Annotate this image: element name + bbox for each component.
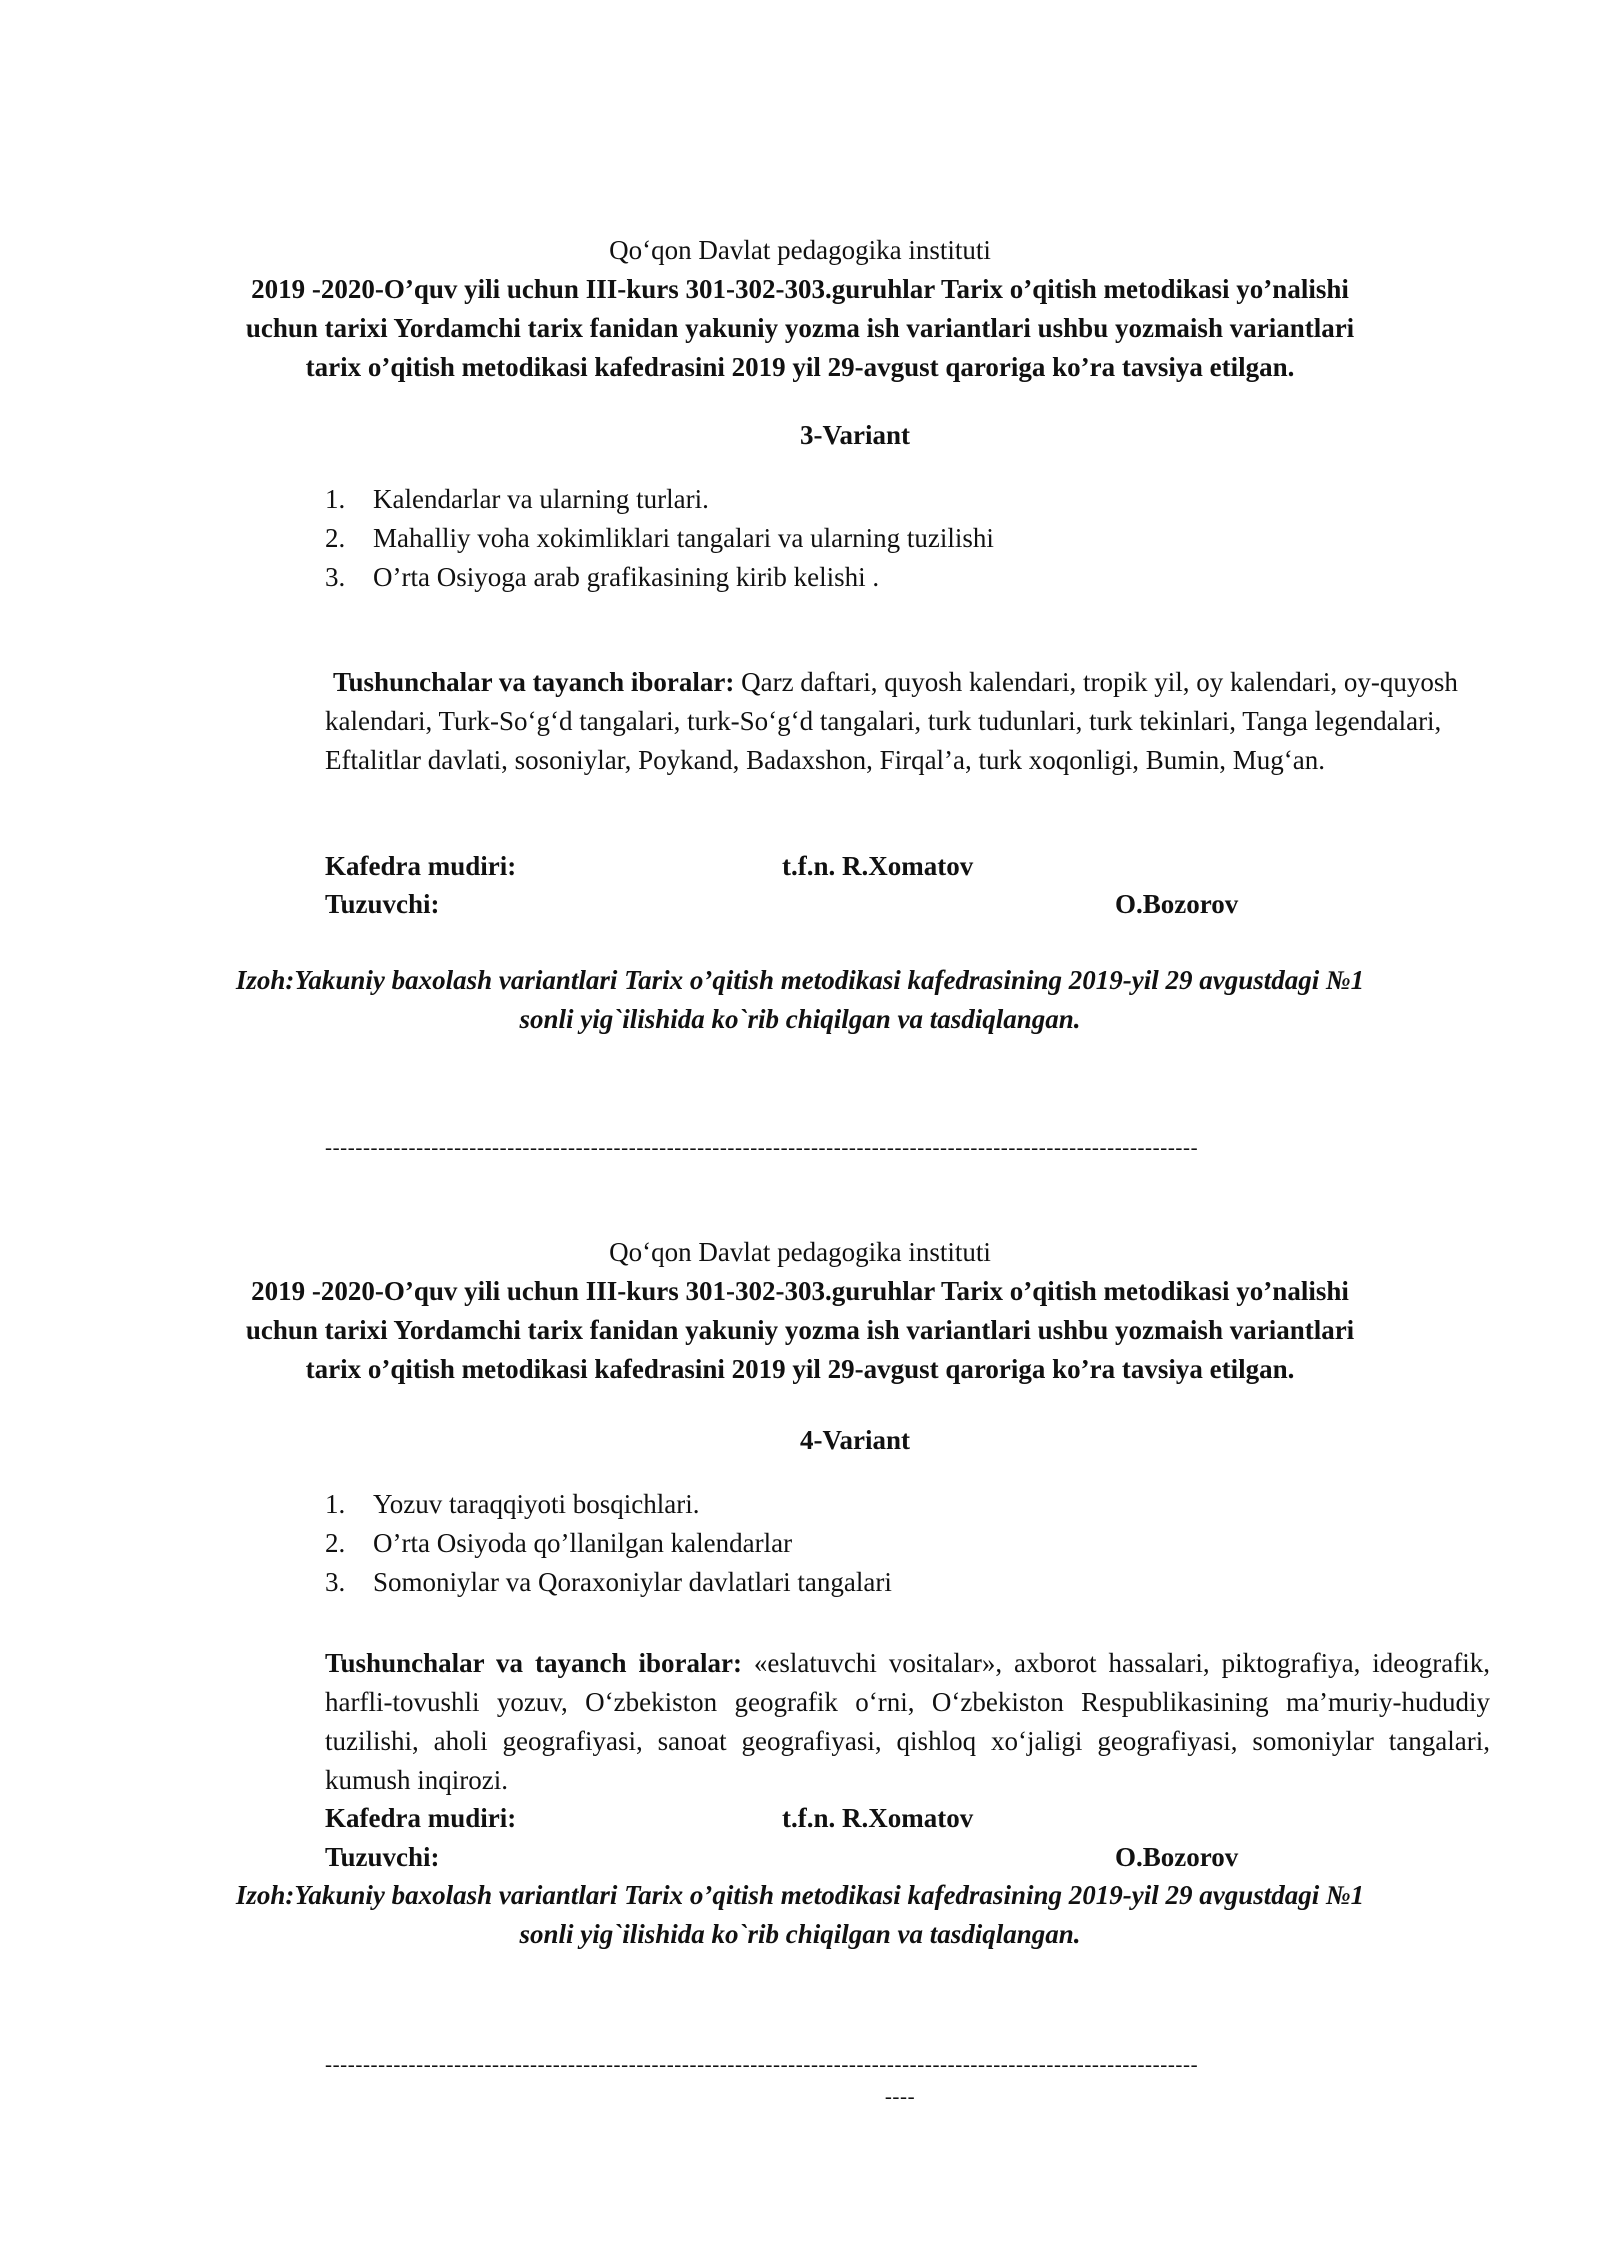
- question-number: 1.: [325, 1489, 346, 1519]
- note-line: Izoh:Yakuniy baxolash variantlari Tarix o’qitish metodikasi kafedrasining 2019-yil 29 avgustdagi №1: [235, 965, 1365, 995]
- question-item: [325, 558, 1325, 597]
- key-terms-label: Tushunchalar va tayanch iboralar:: [333, 667, 735, 697]
- author-label: Tuzuvchi:: [325, 1842, 440, 1872]
- heading-line: 2019 -2020-O’quv yili uchun III-kurs 301-302-303.guruhlar Tarix o’qitish metodikasi yo’nalishi: [251, 274, 1349, 304]
- question-item: [325, 1485, 1325, 1524]
- question-item: [325, 1563, 1325, 1602]
- question-number: 2.: [325, 1528, 346, 1558]
- key-terms: [325, 663, 1490, 780]
- author-name: O.Bozorov: [1115, 1842, 1239, 1872]
- note-line: sonli yig`ilishida ko`rib chiqilgan va tasdiqlangan.: [519, 1004, 1081, 1034]
- heading-line: tarix o’qitish metodikasi kafedrasini 2019 yil 29-avgust qaroriga ko’ra tavsiya etilgan.: [305, 352, 1295, 382]
- document-heading: [200, 270, 1400, 387]
- question-number: 1.: [325, 484, 346, 514]
- document-heading: [200, 1272, 1400, 1389]
- cut-line: -------------------------------------------------------------------------------------------------------------------: [325, 1135, 1199, 1159]
- head-of-department-name: t.f.n. R.Xomatov: [782, 851, 974, 881]
- institute-name: Qo‘qon Davlat pedagogika instituti: [609, 235, 991, 265]
- question-text: Kalendarlar va ularning turlari.: [373, 484, 709, 514]
- heading-line: tarix o’qitish metodikasi kafedrasini 2019 yil 29-avgust qaroriga ko’ra tavsiya etilgan.: [305, 1354, 1295, 1384]
- key-terms-label: Tushunchalar va tayanch iboralar:: [325, 1648, 742, 1678]
- question-list: [325, 1485, 1325, 1602]
- question-number: 2.: [325, 523, 346, 553]
- variant-title: 3-Variant: [799, 420, 910, 450]
- key-terms-text: «eslatuvchi vositalar», axborot hassalari, piktografiya, ideografik, harfli-tovushli yozuv, O‘zbekiston geografik o‘rni, O‘zbekiston Respublikasining ma’muriy-hududiy tuzilishi, aholi geografiyasi, sanoat geografiyasi, qishloq xo‘jaligi geografiyasi, somoniylar tangalari, kumush inqirozi.: [325, 1648, 1490, 1795]
- head-of-department-label: Kafedra mudiri:: [325, 851, 517, 881]
- heading-line: uchun tarixi Yordamchi tarix fanidan yakuniy yozma ish variantlari ushbu yozmaish variantlari: [245, 313, 1355, 343]
- heading-line: uchun tarixi Yordamchi tarix fanidan yakuniy yozma ish variantlari ushbu yozmaish variantlari: [245, 1315, 1355, 1345]
- cut-line: -------------------------------------------------------------------------------------------------------------------: [325, 2052, 1199, 2076]
- question-text: O’rta Osiyoga arab grafikasining kirib kelishi .: [373, 562, 880, 592]
- heading-line: 2019 -2020-O’quv yili uchun III-kurs 301-302-303.guruhlar Tarix o’qitish metodikasi yo’nalishi: [251, 1276, 1349, 1306]
- question-text: Mahalliy voha xokimliklari tangalari va ularning tuzilishi: [373, 523, 994, 553]
- author-name: O.Bozorov: [1115, 889, 1239, 919]
- question-text: Somoniylar va Qoraxoniylar davlatlari tangalari: [373, 1567, 892, 1597]
- note-line: sonli yig`ilishida ko`rib chiqilgan va tasdiqlangan.: [519, 1919, 1081, 1949]
- question-number: 3.: [325, 562, 346, 592]
- question-item: [325, 1524, 1325, 1563]
- head-of-department-label: Kafedra mudiri:: [325, 1803, 517, 1833]
- approval-note: [150, 961, 1450, 1039]
- question-list: [325, 480, 1325, 597]
- author-label: Tuzuvchi:: [325, 889, 440, 919]
- question-text: Yozuv taraqqiyoti bosqichlari.: [373, 1489, 700, 1519]
- question-text: O’rta Osiyoda qo’llanilgan kalendarlar: [373, 1528, 793, 1558]
- question-item: [325, 480, 1325, 519]
- head-of-department-name: t.f.n. R.Xomatov: [782, 1803, 974, 1833]
- key-terms: [325, 1644, 1490, 1800]
- note-line: Izoh:Yakuniy baxolash variantlari Tarix o’qitish metodikasi kafedrasining 2019-yil 29 avgustdagi №1: [235, 1880, 1365, 1910]
- question-number: 3.: [325, 1567, 346, 1597]
- approval-note: [150, 1876, 1450, 1954]
- key-terms-text: Qarz daftari, quyosh kalendari, tropik yil, oy kalendari, oy-quyosh kalendari, Turk-So‘g‘d tangalari, turk-So‘g‘d tangalari, turk tudunlari, turk tekinlari, Tanga legendalari, Eftalitlar davlati, sosoniylar, Poykand, Badaxshon, Firqal’a, turk xoqonligi, Bumin, Mug‘an.: [325, 667, 1458, 775]
- question-item: [325, 519, 1325, 558]
- variant-title: 4-Variant: [799, 1425, 910, 1455]
- institute-name: Qo‘qon Davlat pedagogika instituti: [609, 1237, 991, 1267]
- cut-line-tail: ----: [884, 2084, 916, 2108]
